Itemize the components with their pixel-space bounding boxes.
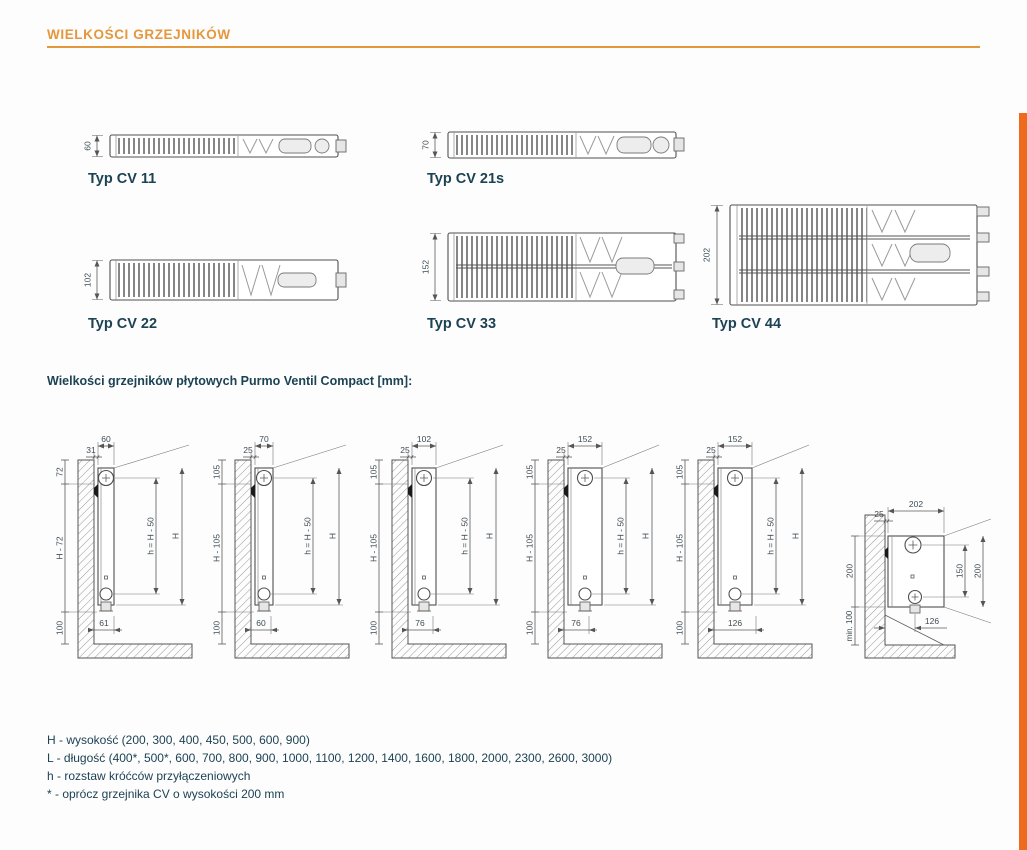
dim-label-pipe: 126 — [924, 616, 940, 626]
mount-diagram-1 — [52, 420, 202, 670]
dim-label-pipe: 60 — [256, 618, 266, 628]
dim-label-wall-gap: 25 — [556, 445, 566, 455]
page-title: WIELKOŚCI GRZEJNIKÓW — [47, 27, 231, 42]
dim-label-h: h = H - 50 — [615, 517, 626, 555]
dim-label-depth: 70 — [420, 140, 431, 150]
cv22-topview-diagram — [82, 255, 352, 307]
radiator-side — [94, 468, 114, 611]
radiator-body-cv21s — [448, 132, 684, 158]
dim-label-depth: 60 — [82, 141, 93, 151]
radiator-body-cv33 — [448, 233, 684, 301]
dim-label-left-top: 200 — [844, 563, 855, 579]
dim-label-h: h = H - 50 — [459, 517, 470, 555]
dim-label-right-outer: 200 — [972, 563, 983, 579]
dim-label-bottom: 100 — [211, 620, 222, 636]
dim-label-H: H — [484, 532, 495, 540]
corner-mount-diagram — [843, 455, 1027, 680]
dim-label-depth: 202 — [701, 247, 712, 263]
dim-label-pipe: 126 — [727, 618, 743, 628]
dim-label-wall-gap: 25 — [243, 445, 253, 455]
dim-label-top: 72 — [54, 467, 65, 477]
radiator-body-cv22 — [110, 260, 346, 300]
dim-label-bottom: 100 — [54, 620, 65, 636]
radiator-side — [251, 468, 273, 611]
dim-label-H: H — [170, 532, 181, 540]
dim-label-pipe: 76 — [571, 618, 581, 628]
depth-dimension-cv44 — [701, 206, 723, 305]
depth-dimension-cv11 — [82, 136, 103, 157]
dim-label-mid: H - 105 — [524, 534, 535, 562]
dim-label-H: H — [640, 532, 651, 540]
radiator-body-cv44 — [730, 205, 989, 305]
depth-dimension-cv22 — [82, 261, 103, 300]
radiator-side — [714, 468, 752, 611]
type-label-cv22: Typ CV 22 — [88, 316, 158, 332]
radiator-side — [564, 468, 602, 611]
right-dimensions — [431, 445, 503, 605]
mount-diagram-5 — [672, 420, 822, 670]
section-heading: Wielkości grzejników płytowych Purmo Ventil Compact [mm]: — [47, 374, 413, 388]
mount-diagram-2 — [209, 420, 359, 670]
dim-label-depth: 152 — [577, 434, 593, 444]
dim-label-h: h = H - 50 — [765, 517, 776, 555]
dim-label-bottom: 100 — [674, 620, 685, 636]
dim-label-h: h = H - 50 — [145, 517, 156, 555]
dim-label-wall-gap: 25 — [874, 509, 884, 519]
legend — [47, 731, 612, 803]
radiator-side — [408, 468, 436, 611]
dim-label-depth: 102 — [82, 272, 93, 288]
dim-label-pipe: 61 — [99, 618, 109, 628]
depth-dimension-cv33 — [420, 234, 441, 301]
dim-label-top: 105 — [368, 464, 379, 480]
dim-label-top: 105 — [674, 464, 685, 480]
dim-label-H: H — [327, 532, 338, 540]
dim-label-wall-gap: 25 — [400, 445, 410, 455]
dim-label-mid: H - 105 — [211, 534, 222, 562]
cv44-topview-diagram — [700, 200, 995, 312]
dim-label-right-inner: 150 — [954, 563, 965, 579]
mount-diagram-3 — [366, 420, 516, 670]
dim-label-depth: 102 — [416, 434, 432, 444]
cv33-topview-diagram — [420, 228, 690, 308]
dim-label-H: H — [790, 532, 801, 540]
dim-label-top: 105 — [211, 464, 222, 480]
legend-line-asterisk: * - oprócz grzejnika CV o wysokości 200 mm — [47, 787, 285, 801]
legend-line-h: h - rozstaw króćców przyłączeniowych — [47, 769, 251, 783]
dim-label-left-bottom: min. 100 — [845, 610, 855, 642]
right-dimensions — [271, 445, 346, 605]
title-rule — [47, 46, 980, 48]
dim-label-bottom: 100 — [524, 620, 535, 636]
dim-label-bottom: 100 — [368, 620, 379, 636]
cv11-topview-diagram — [82, 130, 352, 166]
dim-label-depth: 60 — [101, 434, 111, 444]
dim-label-depth: 152 — [420, 259, 431, 275]
pipe-dimension — [708, 616, 764, 634]
dim-label-h: h = H - 50 — [302, 517, 313, 555]
dim-label-mid: H - 72 — [54, 536, 65, 560]
dim-label-pipe: 76 — [415, 618, 425, 628]
type-label-cv21s: Typ CV 21s — [427, 171, 505, 187]
depth-dimension-cv21s — [420, 133, 441, 158]
dim-label-wall-gap: 25 — [706, 445, 716, 455]
mount-diagram-4 — [522, 420, 672, 670]
legend-line-H: H - wysokość (200, 300, 400, 450, 500, 600, 900) — [47, 733, 310, 747]
right-dimensions — [113, 445, 189, 605]
dim-label-depth: 70 — [259, 434, 269, 444]
type-label-cv44: Typ CV 44 — [712, 316, 782, 332]
radiator-side — [885, 536, 944, 645]
dim-label-mid: H - 105 — [368, 534, 379, 562]
dim-label-wall-gap: 31 — [86, 445, 96, 455]
cv21s-topview-diagram — [420, 126, 690, 168]
dim-label-depth: 202 — [908, 499, 924, 509]
dim-label-depth: 152 — [727, 434, 743, 444]
type-label-cv33: Typ CV 33 — [427, 316, 497, 332]
type-label-cv11: Typ CV 11 — [88, 171, 157, 187]
dim-label-top: 105 — [524, 464, 535, 480]
legend-line-L: L - długość (400*, 500*, 600, 700, 800, 900, 1000, 1100, 1200, 1400, 1600, 1800, 2000, 2300, 2600, 3000) — [47, 751, 613, 765]
radiator-body-cv11 — [110, 135, 346, 157]
dim-label-mid: H - 105 — [674, 534, 685, 562]
